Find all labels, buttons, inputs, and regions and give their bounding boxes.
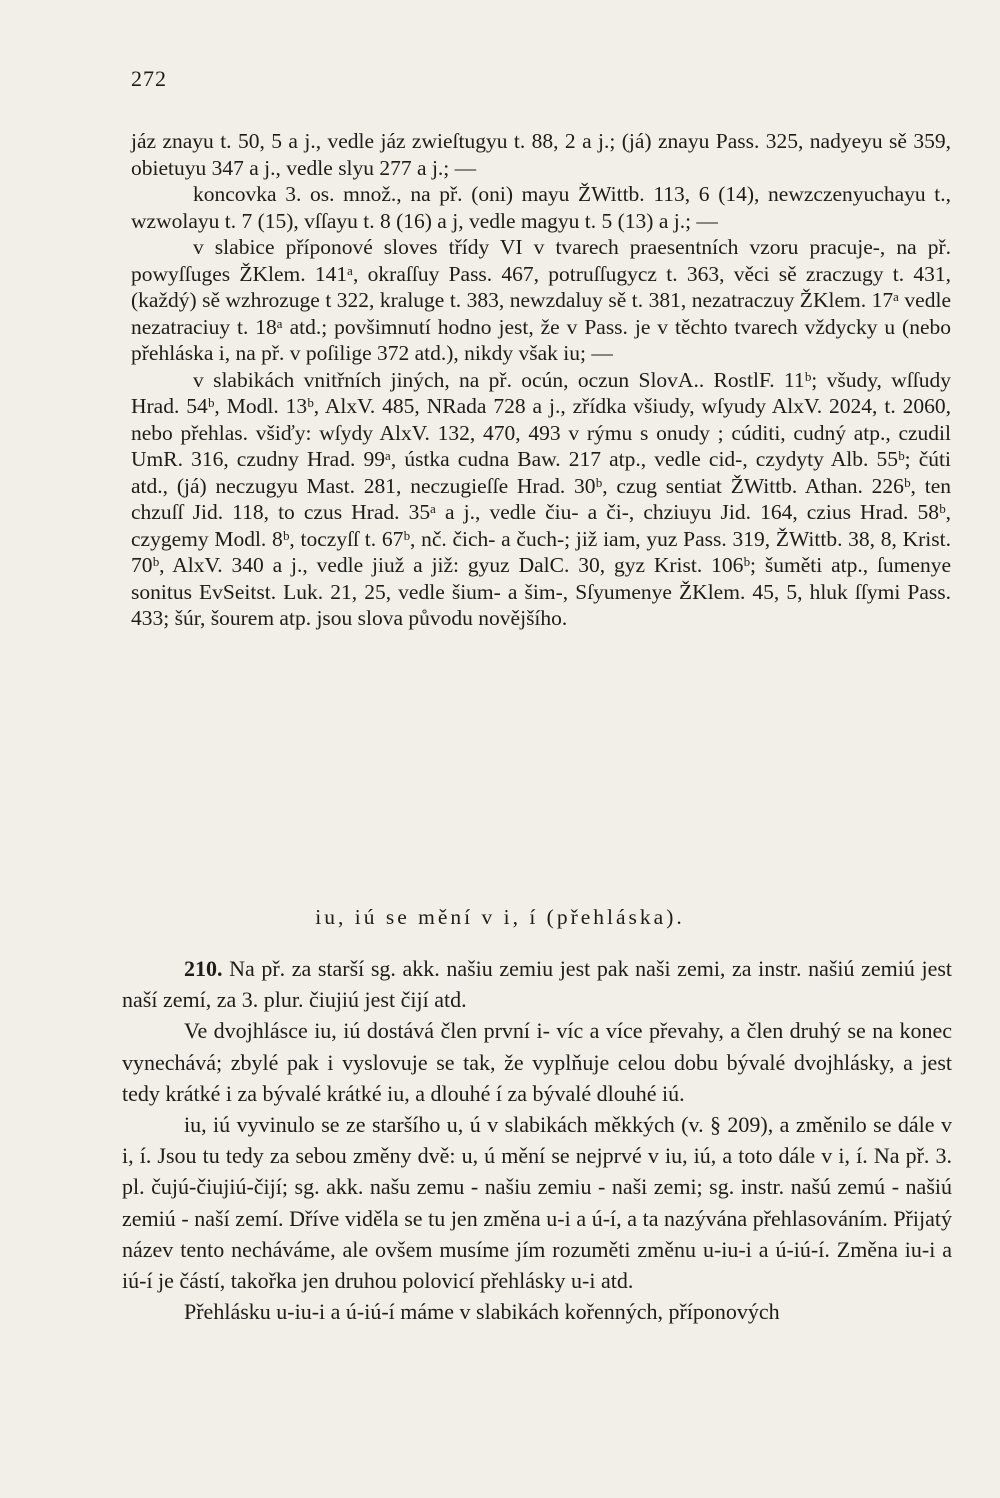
paragraph-continued: jáz znayu t. 50, 5 a j., vedle jáz zwieſtugyu t. 88, 2 a j.; (já) znayu Pass. 325, nadyeyu sě 359, obietuyu 347 a j., vedle slyu 277 a j.; — — [131, 129, 951, 180]
section-number: 210. — [184, 956, 223, 981]
paragraph-210-intro — [122, 953, 952, 1015]
section-210-block — [122, 953, 952, 1327]
paragraph-plural-ending: koncovka 3. os. množ., na př. (oni) mayu ŽWittb. 113, 6 (14), newzczenyuchayu t., wzwolayu t. 7 (15), vſſayu t. 8 (16) a j, vedle magyu t. 5 (13) a j.; — — [131, 182, 951, 233]
paragraph-210-intro-text: Na př. za starší sg. akk. našiu zemiu jest pak naši zemi, za instr. našiú zemiú jest naší zemí, za 3. plur. čiujiú jest čijí atd. — [122, 956, 953, 1013]
paragraph-development: iu, iú vyvinulo se ze staršího u, ú v slabikách měkkých (v. § 209), a změnilo se dále v i, í. Jsou tu tedy za sebou změny dvě: u, ú mění se nejprvé v iu, iú, a toto dále v i, í. Na př. 3. pl. čujú-čiujiú-čijí; sg. akk. našu zemu - našiu zemiu - naši zemi; sg. instr. našú zemú - našiú zemiú - naší zemí. Dříve viděla se tu jen změna u-i a ú-í, a ta nazývána přehlasováním. Přijatý název tento necháváme, ale ovšem musíme jím rozuměti změnu u-iu-i a ú-iú-í. Změna iu-i a iú-í je částí, takořka jen druhou polovicí přehlásky u-i atd. — [122, 1112, 952, 1294]
paragraph-suffix-syllable: v slabice příponové sloves třídy VI v tvarech praesentních vzoru pracuje-, na př. powyſſuges ŽKlem. 141ᵃ, okraſſuy Pass. 467, potruſſugycz t. 363, věci sě zraczugy t. 431, (každý) sě wzhrozuge t 322, kraluge t. 383, newzdaluy sě t. 381, nezatraczuy ŽKlem. 17ᵃ vedle nezatraciuy t. 18ᵃ atd.; povšimnutí hodno jest, že v Pass. je v těchto tvarech vždycky u (nebo přehláska i, na př. v poſilige 372 atd.), nikdy však iu; — — [131, 235, 951, 365]
section-heading: iu, iú se mění v i, í (přehláska). — [315, 905, 685, 929]
top-text-block — [131, 128, 951, 632]
paragraph-inner-syllables: v slabikách vnitřních jiných, na př. ocún, oczun SlovA.. RostlF. 11ᵇ; všudy, wſſudy Hrad. 54ᵇ, Modl. 13ᵇ, AlxV. 485, NRada 728 a j., zřídka všiudy, wſyudy AlxV. 2024, t. 2060, nebo přehlas. všiďy: wſydy AlxV. 132, 470, 493 v rýmu s onudy ; cúditi, cudný atp., czudil UmR. 316, czudny Hrad. 99ᵃ, ústka cudna Baw. 217 atp., vedle cid-, czydyty Alb. 55ᵇ; čúti atd., (já) neczugyu Mast. 281, neczugieſſe Hrad. 30ᵇ, czug sentiat ŽWittb. Athan. 226ᵇ, ten chzuſſ Jid. 118, to czus Hrad. 35ᵃ a j., vedle čiu- a či-, chziuyu Jid. 164, czius Hrad. 58ᵇ, czygemy Modl. 8ᵇ, toczyſſ t. 67ᵇ, nč. čich- a čuch-; již iam, yuz Pass. 319, ŽWittb. 38, 8, Krist. 70ᵇ, AlxV. 340 a j., vedle jiuž a již: gyuz DalC. 30, gyz Krist. 106ᵇ; šuměti atp., ſumenye sonitus EvSeitst. Luk. 21, 25, vedle šium- a šim-, Sſyumenye ŽKlem. 45, 5, hluk ſſymi Pass. 433; šúr, šourem atp. jsou slova původu novějšího. — [131, 367, 951, 630]
page-number: 272 — [131, 66, 167, 91]
paragraph-diphthong: Ve dvojhlásce iu, iú dostává člen první i- víc a více převahy, a člen druhý se na konec vynechává; zbylé pak i vyslovuje se tak, že vyplňuje celou dobu bývalé dvojhlásky, a jest tedy krátké i za bývalé krátké iu, a dlouhé í za bývalé dlouhé iú. — [122, 1018, 952, 1106]
paragraph-umlaut-syllables: Přehlásku u-iu-i a ú-iú-í máme v slabikách kořenných, příponových — [184, 1299, 780, 1325]
